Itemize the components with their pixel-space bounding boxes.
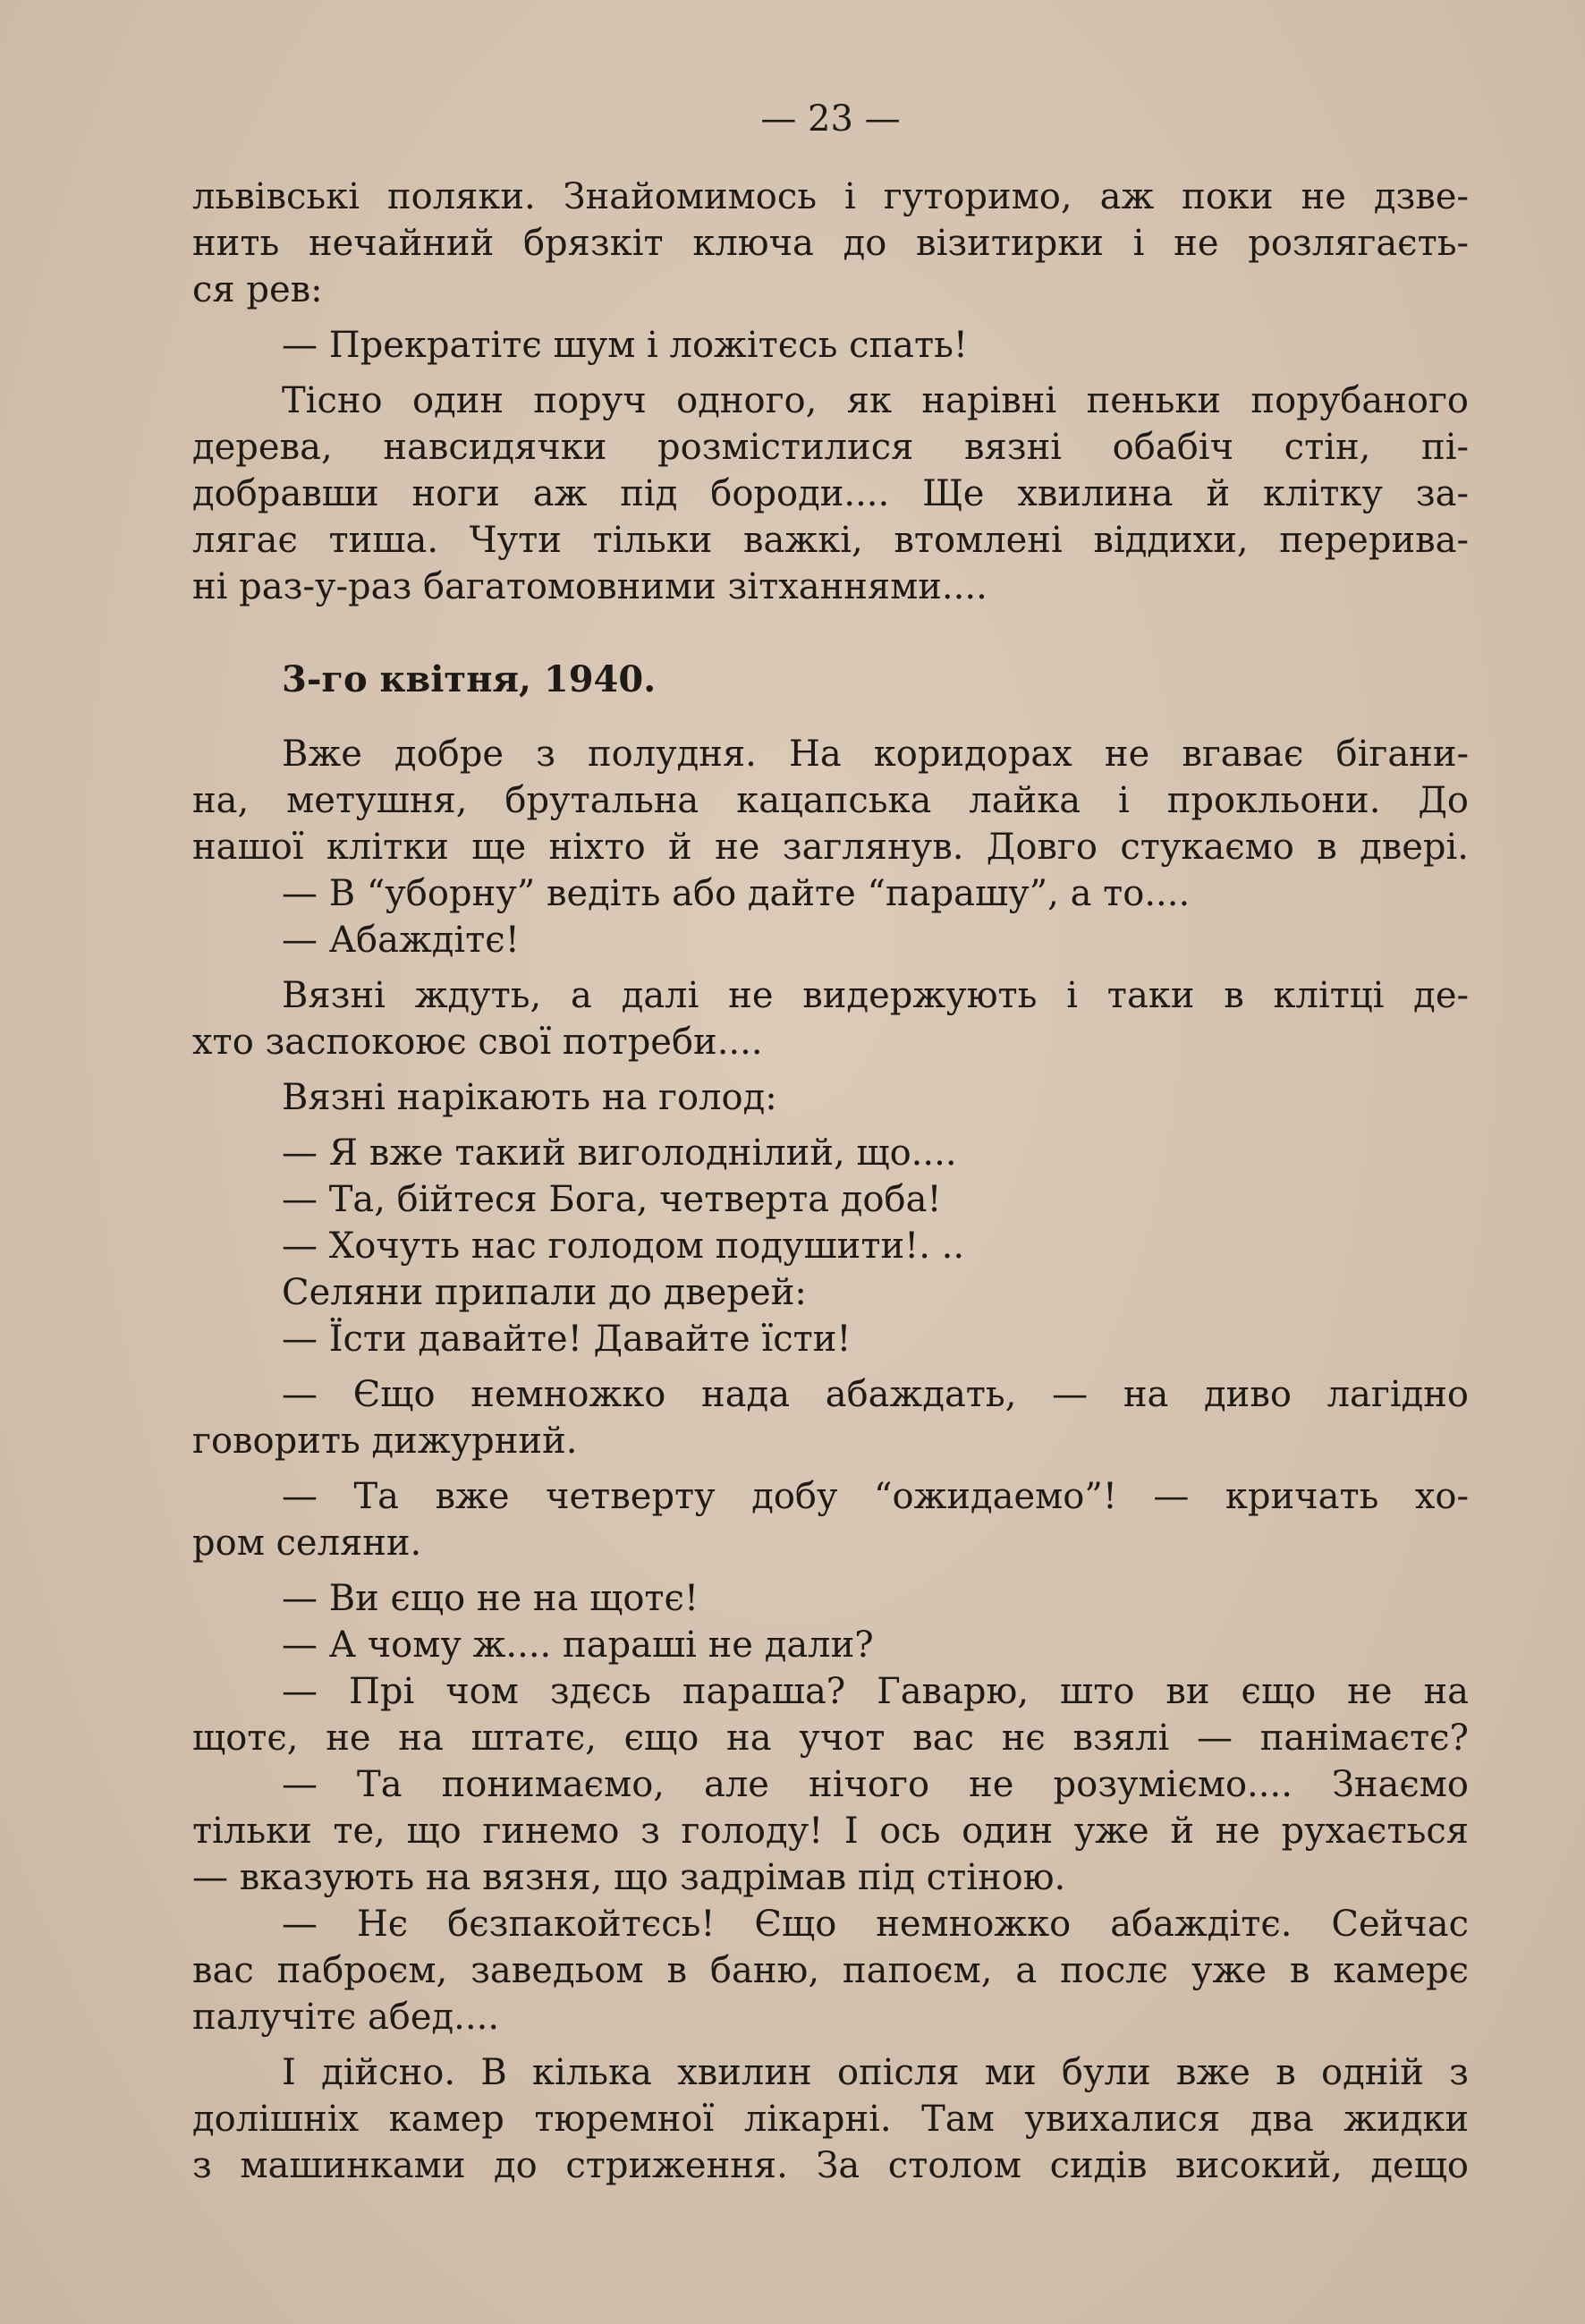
text-line: — А чому ж.... параші не дали? <box>282 1624 874 1666</box>
text-line: на, метушня, брутальна кацапська лайка і прокльони. До <box>192 780 1469 821</box>
paragraph-gap <box>192 1121 1469 1130</box>
text-line: — Я вже такий виголоднілий, що.... <box>282 1132 957 1174</box>
text-section-1 <box>192 174 1469 610</box>
text-line: Вязні ждуть, а далі не видержують і таки в клітці де- <box>282 975 1469 1016</box>
text-line: добравши ноги аж під бороди.... Ще хвилина й клітку за- <box>192 473 1469 514</box>
paragraph-gap <box>192 963 1469 972</box>
paragraph-gap <box>192 369 1469 377</box>
text-line: — Прі чом здєсь параша? Гаварю, што ви єщо не на <box>282 1671 1469 1712</box>
text-line: — Хочуть нас голодом подушити!. .. <box>282 1226 965 1267</box>
text-line: долішніх камер тюремної лікарні. Там увихалися два жидки <box>192 2099 1469 2140</box>
text-line: — Абаждітє! <box>282 920 520 961</box>
text-line: — Їсти давайте! Давайте їсти! <box>282 1319 852 1360</box>
text-line: ром селяни. <box>192 1522 422 1564</box>
text-line: — Прекратітє шум і ложітєсь спать! <box>282 325 968 366</box>
text-line: Вязні нарікають на голод: <box>282 1077 777 1118</box>
text-line: Тісно один поруч одного, як нарівні пеньки порубаного <box>282 380 1469 421</box>
text-line: ся рев: <box>192 269 323 310</box>
text-line: Вже добре з полудня. На коридорах не вгаває бігани- <box>282 734 1469 775</box>
paragraph-gap <box>192 2040 1469 2049</box>
text-section-2 <box>192 731 1469 2189</box>
paragraph-gap <box>192 1362 1469 1371</box>
text-line: щотє, не на штатє, єщо на учот вас нє взялі — панімаєтє? <box>192 1718 1469 1759</box>
text-line: І дійсно. В кілька хвилин опісля ми були вже в одній з <box>282 2052 1469 2093</box>
text-line: дерева, навсидячки розмістилися вязні обабіч стін, пі- <box>192 427 1469 468</box>
text-line: говорить дижурний. <box>192 1421 578 1462</box>
text-line: — В “уборну” ведіть або дайте “парашу”, а то.... <box>282 873 1191 914</box>
page-number: — 23 — <box>760 98 901 140</box>
text-line: ні раз-у-раз багатомовними зітханнями.... <box>192 566 987 607</box>
text-line: лягає тиша. Чути тільки важкі, втомлені віддихи, перерива- <box>192 520 1469 561</box>
paragraph-gap <box>192 313 1469 322</box>
text-line: — Та вже четверту добу “ожидаемо”! — кричать хо- <box>282 1476 1469 1517</box>
text-line: палучітє абед.... <box>192 1997 500 2038</box>
text-line: — Та, бійтеся Бога, четверта доба! <box>282 1179 942 1220</box>
date-heading: 3-го квітня, 1940. <box>282 658 657 700</box>
text-line: Селяни припали до дверей: <box>282 1272 807 1313</box>
paragraph-gap <box>192 1065 1469 1074</box>
text-line: нить нечайний брязкіт ключа до візитирки і не розлягаєть- <box>192 223 1469 264</box>
text-line: з машинками до стриження. За столом сидів високий, дещо <box>192 2145 1469 2186</box>
text-line: хто заспокоює свої потреби.... <box>192 1022 763 1063</box>
text-line: — Єщо немножко нада абаждать, — на диво лагідно <box>282 1374 1469 1415</box>
text-line: — Нє бєзпакойтєсь! Єщо немножко абаждітє. Сейчас <box>282 1904 1469 1945</box>
paragraph-gap <box>192 1566 1469 1575</box>
text-line: — Та понимаємо, але нічого не розуміємо.... Знаємо <box>282 1764 1469 1805</box>
text-line: тільки те, що гинемо з голоду! І ось один уже й не рухається <box>192 1811 1469 1852</box>
text-line: львівські поляки. Знайомимось і гуторимо, аж поки не дзве- <box>192 176 1469 217</box>
text-line: вас паброєм, заведьом в баню, папоєм, а послє уже в камерє <box>192 1950 1469 1991</box>
paragraph-gap <box>192 1464 1469 1473</box>
text-line: нашої клітки ще ніхто й не заглянув. Довго стукаємо в двері. <box>192 827 1469 868</box>
text-line: — Ви єщо не на щотє! <box>282 1578 699 1619</box>
text-line: — вказують на вязня, що задрімав під стіною. <box>192 1857 1066 1898</box>
